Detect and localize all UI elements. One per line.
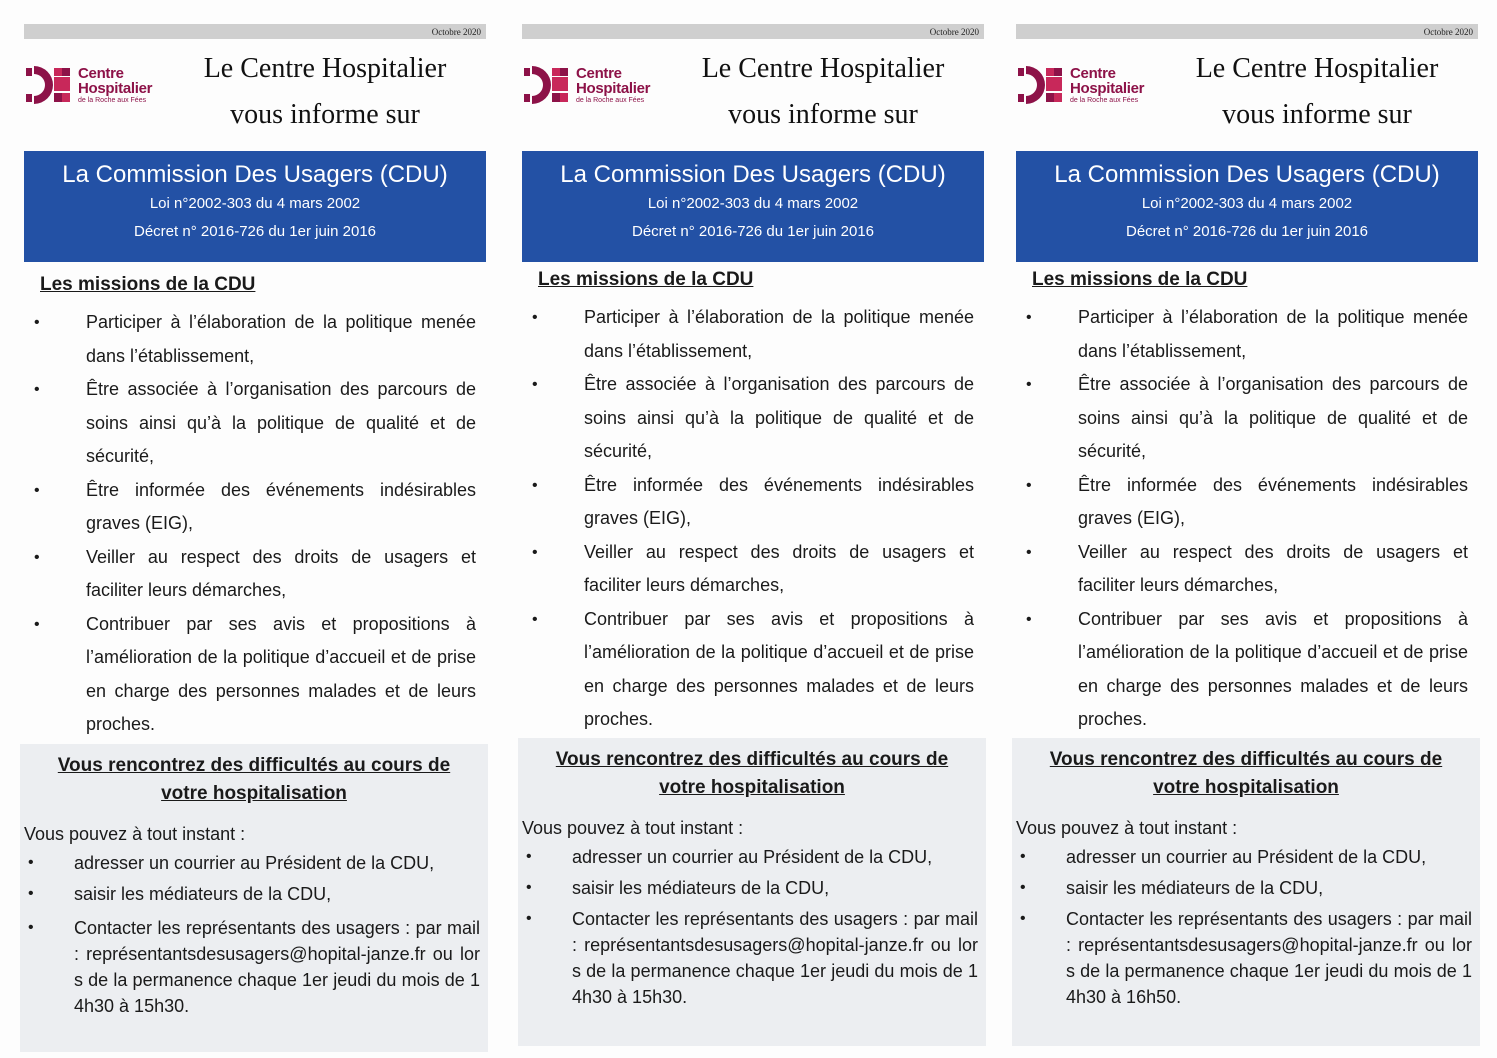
leaflet-panel-2 — [522, 24, 984, 1054]
logo-text-2: Hospitalier — [576, 80, 651, 97]
banner-decree: Décret n° 2016-726 du 1er juin 2016 — [632, 223, 874, 240]
missions-list — [24, 306, 476, 742]
action-item: • adresser un courrier au Président de la CDU, — [1012, 844, 1472, 870]
action-item: • saisir les médiateurs de la CDU, — [1012, 875, 1472, 901]
hospital-logo — [26, 64, 156, 106]
hospital-logo — [524, 64, 654, 106]
hospital-logo-icon — [26, 64, 70, 106]
mission-item: • Contribuer par ses avis et propositions à l’amélioration de la politique d’accueil et de prise en charge des personnes malades et de leurs proches. — [1016, 603, 1468, 737]
difficulties-intro: Vous pouvez à tout instant : — [1016, 818, 1238, 838]
difficulties-title-1: Vous rencontrez des difficultés au cours de — [1049, 749, 1443, 770]
logo-text-1: Centre — [1070, 65, 1116, 82]
mission-item: • Participer à l’élaboration de la politique menée dans l’établissement, — [24, 306, 476, 373]
leaflet-panel-1 — [24, 24, 486, 1054]
heading-line-2: vous informe sur — [230, 99, 420, 130]
mission-item: • Être associée à l’organisation des parcours de soins ainsi qu’à la politique de qualité et de sécurité, — [24, 373, 476, 474]
difficulties-title — [20, 752, 488, 808]
date-bar — [522, 24, 984, 39]
cdu-banner — [1016, 151, 1478, 262]
logo-text-3: de la Roche aux Fées — [1070, 97, 1139, 104]
mission-item: • Veiller au respect des droits de usagers et faciliter leurs démarches, — [1016, 536, 1468, 603]
contact-item: • Contacter les représentants des usagers : par mail : représentantsdesusagers@hopital-janze.fr ou lors de la permanence chaque 1er jeudi du mois de 14h30 à 15h30. — [20, 915, 480, 1019]
cdu-banner — [522, 151, 984, 262]
heading-line-2: vous informe sur — [1222, 99, 1412, 130]
mission-item: • Contribuer par ses avis et propositions à l’amélioration de la politique d’accueil et de prise en charge des personnes malades et de leurs proches. — [522, 603, 974, 737]
heading-line-1: Le Centre Hospitalier — [203, 53, 447, 84]
page-heading — [164, 46, 486, 138]
difficulties-title — [518, 746, 986, 802]
action-item: • saisir les médiateurs de la CDU, — [518, 875, 978, 901]
banner-law: Loi n°2002-303 du 4 mars 2002 — [1141, 195, 1353, 212]
difficulties-intro: Vous pouvez à tout instant : — [24, 824, 246, 844]
banner-law: Loi n°2002-303 du 4 mars 2002 — [647, 195, 859, 212]
date-label: Octobre 2020 — [929, 27, 979, 37]
mission-item: • Être informée des événements indésirables graves (EIG), — [522, 469, 974, 536]
logo-text-1: Centre — [78, 65, 124, 82]
banner-title: La Commission Des Usagers (CDU) — [62, 161, 448, 188]
mission-item: • Participer à l’élaboration de la politique menée dans l’établissement, — [1016, 301, 1468, 368]
cdu-banner — [24, 151, 486, 262]
hospital-logo-icon — [1018, 64, 1062, 106]
difficulties-title-2: votre hospitalisation — [659, 777, 845, 798]
difficulties-box — [20, 744, 488, 1052]
page-heading — [662, 46, 984, 138]
mission-item: • Être associée à l’organisation des parcours de soins ainsi qu’à la politique de qualité et de sécurité, — [522, 368, 974, 469]
heading-line-1: Le Centre Hospitalier — [1195, 53, 1439, 84]
banner-decree: Décret n° 2016-726 du 1er juin 2016 — [134, 223, 376, 240]
heading-line-2: vous informe sur — [728, 99, 918, 130]
logo-text-2: Hospitalier — [78, 80, 153, 97]
mission-item: • Veiller au respect des droits de usagers et faciliter leurs démarches, — [24, 541, 476, 608]
logo-text-3: de la Roche aux Fées — [78, 97, 147, 104]
date-label: Octobre 2020 — [1423, 27, 1473, 37]
actions-list — [1012, 844, 1472, 1015]
hospital-logo-icon — [524, 64, 568, 106]
heading-line-1: Le Centre Hospitalier — [701, 53, 945, 84]
mission-item: • Être informée des événements indésirables graves (EIG), — [1016, 469, 1468, 536]
difficulties-box — [518, 738, 986, 1046]
action-item: • adresser un courrier au Président de la CDU, — [518, 844, 978, 870]
banner-title: La Commission Des Usagers (CDU) — [1054, 161, 1440, 188]
action-item: • adresser un courrier au Président de la CDU, — [20, 850, 480, 876]
actions-list — [20, 850, 480, 1024]
difficulties-box — [1012, 738, 1480, 1046]
difficulties-title-1: Vous rencontrez des difficultés au cours de — [57, 755, 451, 776]
mission-item: • Être associée à l’organisation des parcours de soins ainsi qu’à la politique de qualité et de sécurité, — [1016, 368, 1468, 469]
mission-item: • Veiller au respect des droits de usagers et faciliter leurs démarches, — [522, 536, 974, 603]
date-bar — [24, 24, 486, 39]
difficulties-intro: Vous pouvez à tout instant : — [522, 818, 744, 838]
missions-list — [522, 301, 974, 737]
contact-item: • Contacter les représentants des usagers : par mail : représentantsdesusagers@hopital-janze.fr ou lors de la permanence chaque 1er jeudi du mois de 14h30 à 16h50. — [1012, 906, 1472, 1010]
logo-text-2: Hospitalier — [1070, 80, 1145, 97]
actions-list — [518, 844, 978, 1015]
hospital-logo — [1018, 64, 1148, 106]
missions-title: Les missions de la CDU — [40, 274, 256, 295]
action-item: • saisir les médiateurs de la CDU, — [20, 881, 480, 907]
leaflet-panel-3 — [1016, 24, 1478, 1054]
date-label: Octobre 2020 — [431, 27, 481, 37]
missions-title: Les missions de la CDU — [1032, 269, 1248, 290]
missions-list — [1016, 301, 1468, 737]
mission-item: • Contribuer par ses avis et propositions à l’amélioration de la politique d’accueil et de prise en charge des personnes malades et de leurs proches. — [24, 608, 476, 742]
logo-text-3: de la Roche aux Fées — [576, 97, 645, 104]
difficulties-title-2: votre hospitalisation — [161, 783, 347, 804]
banner-title: La Commission Des Usagers (CDU) — [560, 161, 946, 188]
difficulties-title-2: votre hospitalisation — [1153, 777, 1339, 798]
difficulties-title-1: Vous rencontrez des difficultés au cours de — [555, 749, 949, 770]
missions-title: Les missions de la CDU — [538, 269, 754, 290]
date-bar — [1016, 24, 1478, 39]
difficulties-title — [1012, 746, 1480, 802]
mission-item: • Participer à l’élaboration de la politique menée dans l’établissement, — [522, 301, 974, 368]
banner-decree: Décret n° 2016-726 du 1er juin 2016 — [1126, 223, 1368, 240]
page-heading — [1156, 46, 1478, 138]
logo-text-1: Centre — [576, 65, 622, 82]
banner-law: Loi n°2002-303 du 4 mars 2002 — [149, 195, 361, 212]
mission-item: • Être informée des événements indésirables graves (EIG), — [24, 474, 476, 541]
contact-item: • Contacter les représentants des usagers : par mail : représentantsdesusagers@hopital-janze.fr ou lors de la permanence chaque 1er jeudi du mois de 14h30 à 15h30. — [518, 906, 978, 1010]
